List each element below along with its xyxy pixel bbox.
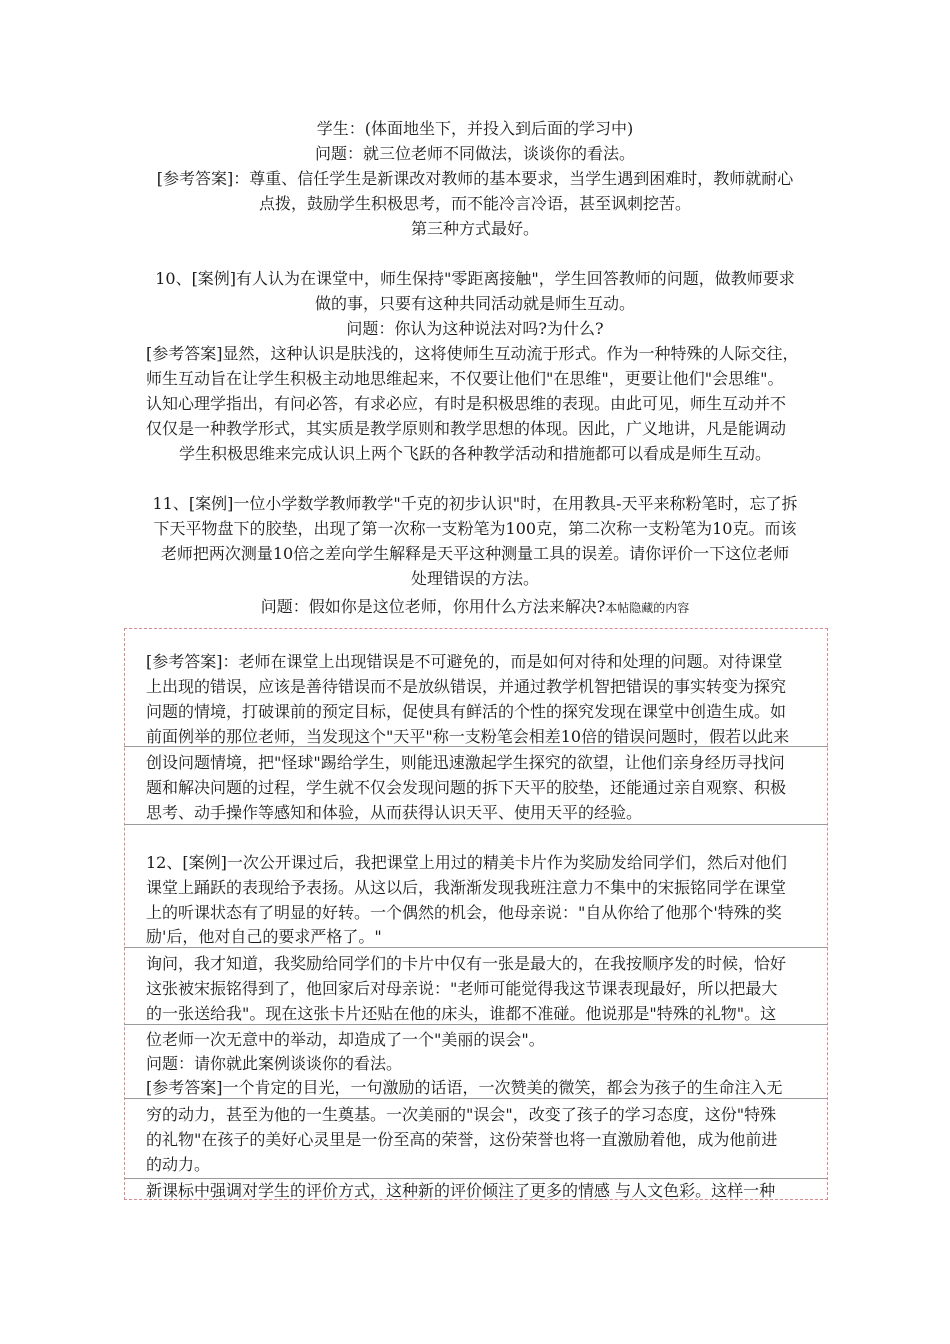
case-12-text: 课堂上踊跃的表现给予表扬。从这以后，我渐渐发现我班注意力不集中的宋振铭同学在课堂 <box>146 878 787 897</box>
case-12-text: 询问，我才知道，我奖励给同学们的卡片中仅有一张是最大的，在我按顺序发的时候，恰好 <box>146 954 787 973</box>
case-11-text: 下天平物盘下的胶垫，出现了第一次称一支粉笔为100克，第二次称一支粉笔为10克。而该 <box>153 519 797 538</box>
case-12-question: 问题：请你就此案例谈谈你的看法。 <box>146 1054 403 1073</box>
case-10-text: 做的事，只要有这种共同活动就是师生互动。 <box>314 294 635 313</box>
answer-line: 第三种方式最好。 <box>410 219 539 238</box>
case-12-text: 的一张送给我"。现在这张卡片还贴在他的床头，谁都不准碰。他说那是"特殊的礼物"。这 <box>146 1004 777 1023</box>
case-12-answer: 穷的动力，甚至为他的一生奠基。一次美丽的"误会"，改变了孩子的学习态度，这份"特殊 <box>146 1105 777 1124</box>
answer-line: [参考答案]：尊重、信任学生是新课改对教师的基本要求，当学生遇到困难时，教师就耐心 <box>156 169 794 188</box>
case-11-answer: 前面例举的那位老师，当发现这个"天平"称一支粉笔会相差10倍的错误问题时，假若以此来 <box>146 727 790 746</box>
case-10-answer: 学生积极思维来完成认识上两个飞跃的各种教学活动和措施都可以看成是师生互动。 <box>178 444 771 463</box>
case-11-answer: 上出现的错误，应该是善待错误而不是放纵错误，并通过教学机智把错误的事实转变为探究 <box>146 677 787 696</box>
case-12-text: 位老师一次无意中的举动，却造成了一个"美丽的误会"。 <box>146 1030 545 1049</box>
case-11-answer: 问题的情境，打破课前的预定目标，促使具有鲜活的个性的探究发现在课堂中创造生成。如 <box>146 702 787 721</box>
answer-line: 点拨，鼓励学生积极思考，而不能冷言冷语，甚至讽刺挖苦。 <box>258 194 691 213</box>
divider <box>124 1178 828 1179</box>
case-11-answer: 思考、动手操作等感知和体验，从而获得认识天平、使用天平的经验。 <box>146 803 643 822</box>
case-12-text: 上的听课状态有了明显的好转。一个偶然的机会，他母亲说："自从你给了他那个'特殊的奖 <box>146 903 782 922</box>
case-12-answer: 新课标中强调对学生的评价方式，这种新的评价倾注了更多的情感 与人文色彩。这样一种 <box>146 1181 776 1200</box>
case-10-answer: 认知心理学指出，有问必答，有求必应，有时是积极思维的表现。由此可见，师生互动并不 <box>146 394 787 413</box>
case-10-answer: [参考答案]显然，这种认识是肤浅的，这将使师生互动流于形式。作为一种特殊的人际交往， <box>146 344 799 363</box>
case-10-question: 问题：你认为这种说法对吗?为什么? <box>346 319 604 338</box>
question-line: 问题：就三位老师不同做法，谈谈你的看法。 <box>314 144 635 163</box>
case-12-text: 12、[案例]一次公开课过后，我把课堂上用过的精美卡片作为奖励发给同学们，然后对他们 <box>146 853 787 872</box>
case-11-text: 老师把两次测量10倍之差向学生解释是天平这种测量工具的误差。请你评价一下这位老师 <box>160 544 790 563</box>
divider <box>124 824 828 825</box>
student-line: 学生：(体面地坐下，并投入到后面的学习中) <box>316 119 634 138</box>
case-11-text: 处理错误的方法。 <box>410 569 539 588</box>
case-11-question-text: 问题：假如你是这位老师，你用什么方法来解决? <box>260 597 606 616</box>
case-12-text: 这张被宋振铭得到了，他回家后对母亲说："老师可能觉得我这节课表现最好，所以把最大 <box>146 979 778 998</box>
case-11-answer: 创设问题情境，把"怪球"踢给学生，则能迅速激起学生探究的欲望，让他们亲身经历寻找问 <box>146 753 785 772</box>
hidden-content-note: 本帖隐藏的内容 <box>605 601 690 615</box>
case-11-answer: [参考答案]：老师在课堂上出现错误是不可避免的，而是如何对待和处理的问题。对待课堂 <box>146 652 783 671</box>
case-11-answer: 题和解决问题的过程，学生就不仅会发现问题的拆下天平的胶垫，还能通过亲自观察、积极 <box>146 778 787 797</box>
case-10-answer: 师生互动旨在让学生积极主动地思维起来，不仅要让他们"在思维"，更要让他们"会思维"。 <box>146 369 784 388</box>
case-12-answer: [参考答案]一个肯定的目光，一句激励的话语，一次赞美的微笑，都会为孩子的生命注入无 <box>146 1078 783 1097</box>
case-11-text: 11、[案例]一位小学数学教师教学"千克的初步认识"时，在用教具-天平来称粉笔时，忘了拆 <box>152 494 798 513</box>
case-10-answer: 仅仅是一种教学形式，其实质是教学原则和教学思想的体现。因此，广义地讲，凡是能调动 <box>146 419 787 438</box>
case-12-text: 励'后，他对自己的要求严格了。" <box>146 927 382 946</box>
case-10-text: 10、[案例]有人认为在课堂中，师生保持"零距离接触"，学生回答教师的问题，做教师要求 <box>155 269 795 288</box>
case-12-answer: 的动力。 <box>146 1155 211 1174</box>
case-12-answer: 的礼物"在孩子的美好心灵里是一份至高的荣誉，这份荣誉也将一直激励着他，成为他前进 <box>146 1130 778 1149</box>
case-11-question <box>0 596 950 619</box>
